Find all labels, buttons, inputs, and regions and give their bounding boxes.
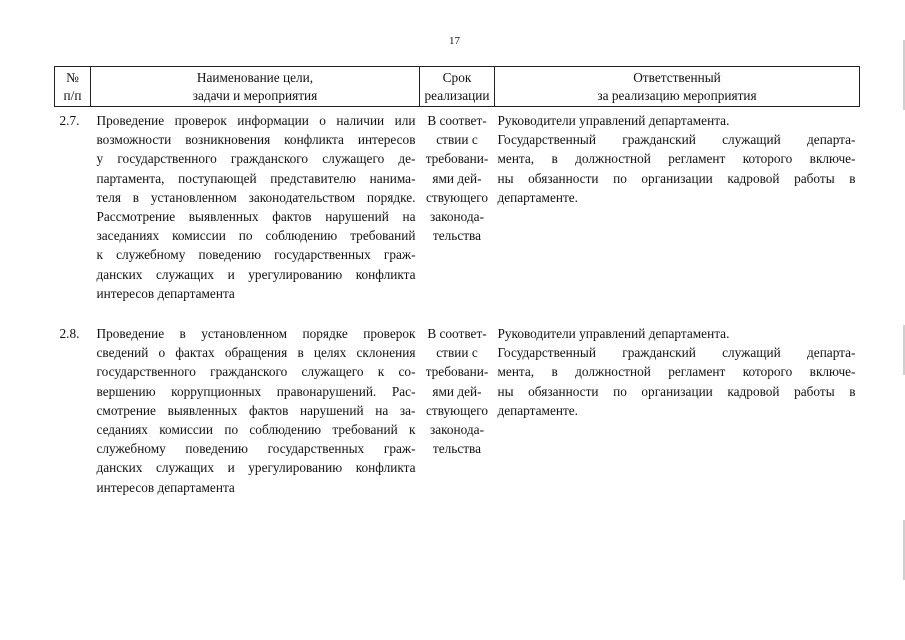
row-term	[420, 324, 495, 497]
responsible-line: мента, в должностной регламент которого включе-	[497, 151, 856, 167]
measure-line: интересов департамента	[96, 285, 235, 301]
responsible-line: ны обязанности по организации кадровой работы в	[497, 383, 856, 399]
measure-line: Проведение в установленном порядке проверок	[96, 326, 416, 342]
header-num-line-2: п/п	[63, 87, 82, 103]
term-line: ствии с	[436, 345, 478, 361]
header-row	[55, 67, 860, 107]
header-responsible-line-1: Ответственный	[633, 69, 721, 85]
measure-line: седаниях комиссии по соблюдению требований к	[96, 422, 416, 438]
responsible-line: Государственный гражданский служащий департа-	[497, 345, 856, 361]
measure-line: сведений о фактах обращения в целях склонения	[96, 345, 416, 361]
term-line: тельства	[432, 441, 482, 457]
term-line: ствующего	[425, 402, 489, 418]
header-responsible-line-2: за реализацию мероприятия	[597, 87, 757, 103]
row-responsible	[495, 324, 860, 497]
table-body	[55, 107, 860, 497]
measure-line: интересов департамента	[96, 479, 235, 495]
header-num-line-1: №	[66, 69, 79, 85]
row-number: 2.7.	[59, 113, 80, 128]
measure-line: Проведение проверок информации о наличии или	[96, 113, 416, 128]
measure-line: Рассмотрение выявленных фактов нарушений на	[96, 209, 416, 225]
measure-line: теля в установленном законодательством порядке.	[96, 189, 416, 205]
header-term-line-1: Срок	[442, 69, 472, 85]
table-row	[55, 111, 860, 303]
term-line: тельства	[432, 228, 482, 244]
responsible-line: департаменте.	[497, 189, 579, 205]
term-line: ствующего	[425, 189, 489, 205]
measure-line: служебному поведению государственных граж-	[96, 441, 416, 457]
row-measure-name	[91, 324, 420, 497]
term-line: законода-	[429, 422, 485, 438]
measure-line: к служебному поведению государственных граж-	[96, 247, 416, 263]
header-name	[91, 67, 420, 107]
responsible-line: ны обязанности по организации кадровой работы в	[497, 170, 856, 186]
term-line: В соответ-	[427, 326, 487, 342]
header-name-line-2: задачи и мероприятия	[192, 87, 318, 103]
measure-line: возможности возникновения конфликта интересов	[96, 132, 416, 148]
measures-table	[54, 66, 860, 497]
responsible-line: мента, в должностной регламент которого включе-	[497, 364, 856, 380]
measure-line: партамента, поступающей представителю нанима-	[96, 170, 416, 186]
measure-line: данских служащих и урегулированию конфликта	[96, 460, 416, 476]
row-responsible	[495, 111, 860, 303]
responsible-line: Руководители управлений департамента.	[497, 326, 730, 342]
header-name-line-1: Наименование цели,	[196, 69, 314, 85]
header-num	[55, 67, 91, 107]
term-line: ями дей-	[432, 170, 482, 186]
term-line: законода-	[429, 209, 485, 225]
term-line: В соответ-	[427, 113, 487, 128]
term-line: требовани-	[425, 151, 489, 167]
responsible-line: департаменте.	[497, 402, 579, 418]
term-line: ствии с	[436, 132, 478, 148]
header-term-line-2: реализации	[424, 87, 490, 103]
measure-line: государственного гражданского служащего к со-	[96, 364, 416, 380]
table-gap	[55, 303, 860, 324]
measure-line: данских служащих и урегулированию конфликта	[96, 266, 416, 282]
page-number: 17	[449, 35, 460, 47]
term-line: ями дей-	[432, 383, 482, 399]
measure-line: смотрение выявленных фактов нарушений на за-	[96, 402, 416, 418]
table-row	[55, 324, 860, 497]
row-term	[420, 111, 495, 303]
responsible-line: Руководители управлений департамента.	[497, 113, 730, 128]
row-measure-name	[91, 111, 420, 303]
header-responsible	[495, 67, 860, 107]
responsible-line: Государственный гражданский служащий департа-	[497, 132, 856, 148]
measure-line: заседаниях комиссии по соблюдению требований	[96, 228, 416, 244]
term-line: требовани-	[425, 364, 489, 380]
row-number: 2.8.	[59, 326, 80, 342]
measure-line: вершению коррупционных правонарушений. Рас-	[96, 383, 416, 399]
header-term	[420, 67, 495, 107]
measure-line: у государственного гражданского служащего де-	[96, 151, 416, 167]
table-header	[55, 67, 860, 107]
